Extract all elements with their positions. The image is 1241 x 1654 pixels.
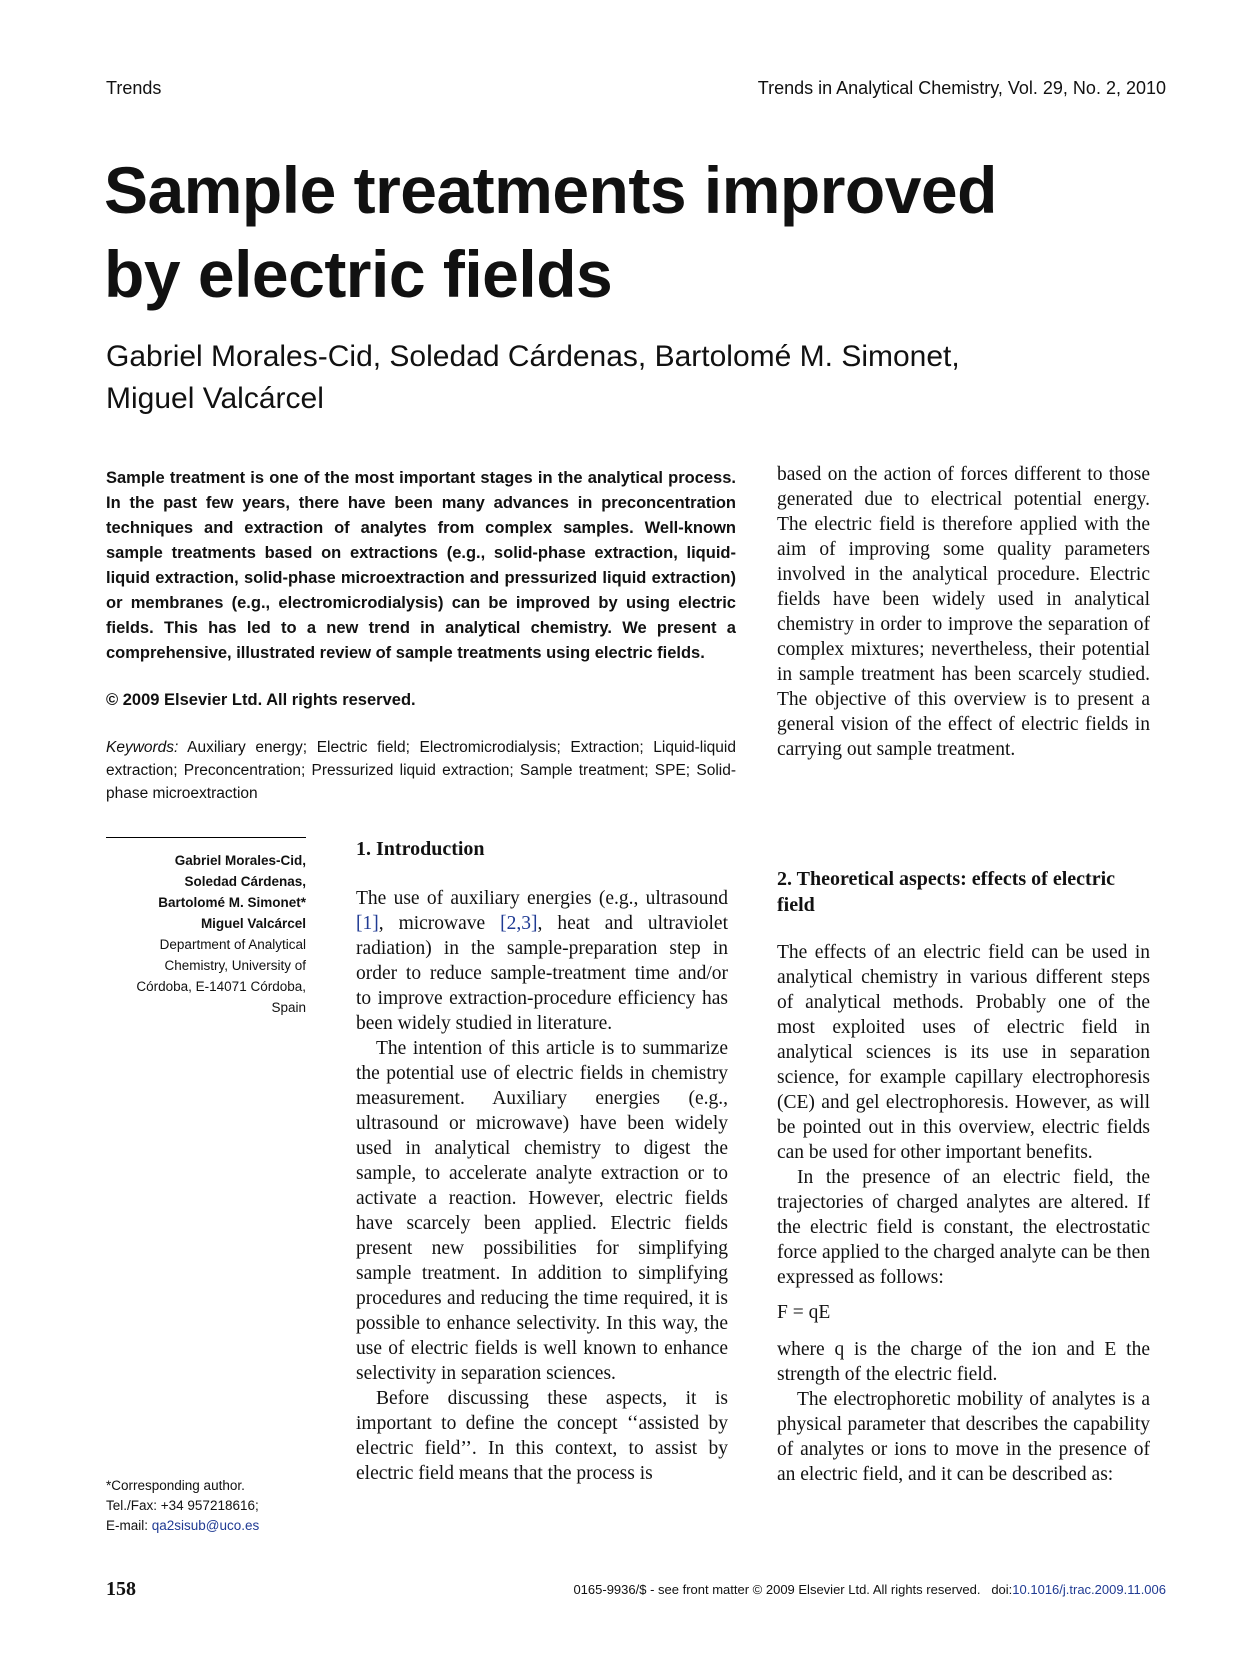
sidebar-divider <box>106 837 306 838</box>
affiliation-author: Gabriel Morales-Cid, <box>174 853 306 868</box>
footnote-corresponding: *Corresponding author. <box>106 1478 245 1493</box>
corresponding-author-footnote <box>106 1476 316 1536</box>
keywords-text: Auxiliary energy; Electric field; Electromicrodialysis; Extraction; Liquid-liquid extraction; Preconcentration; Pressurized liquid extraction; Sample treatment; SPE; Solid-phase microextraction <box>106 739 736 802</box>
article-title-line-2: by electric fields <box>104 237 613 311</box>
citation-link[interactable]: [1] <box>356 913 379 934</box>
article-title-line-1: Sample treatments improved <box>104 153 997 227</box>
footnote-email-label: E-mail: <box>106 1518 152 1533</box>
affiliation-author: Bartolomé M. Simonet* <box>158 895 306 910</box>
paragraph: The electrophoretic mobility of analytes is a physical parameter that describes the capability of analytes or ions to move in the presence of an electric field, and it can be described as: <box>777 1389 1150 1485</box>
running-head-journal: Trends in Analytical Chemistry, Vol. 29, No. 2, 2010 <box>757 78 1166 98</box>
affiliation-department-line: Córdoba, E-14071 Córdoba, <box>136 979 306 994</box>
affiliation-department-line: Department of Analytical <box>159 937 306 952</box>
article-title <box>104 148 1104 316</box>
footnote-email-line <box>106 1516 316 1536</box>
paragraph: The intention of this article is to summarize the potential use of electric fields in chemistry measurement. Auxiliary energies (e.g., ultrasound or microwave) have been widely used in analytical chemistry to digest the sample, to accelerate analyte extraction or to activate a reaction. However, electric fields have scarcely been applied. Electric fields present new possibilities for simplifying sample treatment. In addition to simplifying procedures and reducing the time required, it is possible to enhance selectivity. In this way, the use of electric fields is well known to enhance selectivity in separation sciences. <box>356 1038 728 1384</box>
footnote-phone: Tel./Fax: +34 957218616; <box>106 1498 259 1513</box>
paragraph <box>356 886 728 1036</box>
affiliation-department-line: Spain <box>271 1000 306 1015</box>
email-link[interactable]: qa2sisub@uco.es <box>151 1518 260 1533</box>
citation-link[interactable]: [2,3] <box>500 913 538 934</box>
theoretical-aspects-body <box>777 940 1150 1487</box>
paragraph-text: , microwave <box>378 913 501 934</box>
doi-link[interactable]: 10.1016/j.trac.2009.11.006 <box>1012 1582 1166 1597</box>
paragraph: based on the action of forces different to those generated due to electrical potential energy. The electric field is therefore applied with the aim of improving some quality parameters involved in the analytical procedure. Electric fields have been widely used in analytical chemistry in order to improve the separation of complex mixtures; nevertheless, their potential in sample treatment has been scarcely studied. The objective of this overview is to present a general vision of the effect of electric fields in carrying out sample treatment. <box>777 464 1150 760</box>
equation: F = qE <box>777 1302 831 1323</box>
running-head-section: Trends <box>106 78 162 98</box>
paragraph: In the presence of an electric field, the trajectories of charged analytes are altered. If the electric field is constant, the electrostatic force applied to the charged analyte can be then expressed as follows: <box>777 1167 1150 1288</box>
author-list-line-2: Miguel Valcárcel <box>106 382 324 415</box>
abstract-copyright: © 2009 Elsevier Ltd. All rights reserved. <box>106 691 416 709</box>
author-list <box>106 336 1156 420</box>
paragraph-text: The use of auxiliary energies (e.g., ultrasound <box>356 888 728 909</box>
paragraph: The effects of an electric field can be used in analytical chemistry in various different steps of analytical methods. Probably one of the most exploited uses of electric field in analytical sciences is its use in separation science, for example capillary electrophoresis (CE) and gel electrophoresis. However, as will be pointed out in this overview, electric fields can be used for other important benefits. <box>777 942 1150 1163</box>
continued-text <box>777 462 1150 762</box>
paragraph: where q is the charge of the ion and E the strength of the electric field. <box>777 1339 1150 1385</box>
keywords-label: Keywords: <box>106 739 179 756</box>
author-affiliation <box>106 850 306 1018</box>
footer-publication-info <box>573 1582 1166 1597</box>
paragraph: Before discussing these aspects, it is important to define the concept ‘‘assisted by electric field’’. In this context, to assist by electric field means that the process is <box>356 1388 728 1484</box>
front-matter-notice: 0165-9936/$ - see front matter © 2009 Elsevier Ltd. All rights reserved. <box>573 1582 981 1597</box>
introduction-body <box>356 886 728 1486</box>
keywords <box>106 736 736 805</box>
doi-label: doi: <box>991 1582 1013 1597</box>
page-number: 158 <box>106 1578 136 1600</box>
paragraph-text: , heat and ultraviolet radiation) in the sample-preparation step in order to reduce sample-treatment time and/or to improve extraction-procedure efficiency has been widely studied in literature. <box>356 913 728 1034</box>
section-heading-introduction: 1. Introduction <box>356 838 485 860</box>
section-heading-theoretical-aspects: 2. Theoretical aspects: effects of electric field <box>777 868 1115 916</box>
affiliation-department-line: Chemistry, University of <box>164 958 306 973</box>
author-list-line-1: Gabriel Morales-Cid, Soledad Cárdenas, Bartolomé M. Simonet, <box>106 340 960 373</box>
affiliation-author: Miguel Valcárcel <box>200 916 306 931</box>
affiliation-author: Soledad Cárdenas, <box>184 874 306 889</box>
abstract: Sample treatment is one of the most important stages in the analytical process. In the past few years, there have been many advances in preconcentration techniques and extraction of analytes from complex samples. Well-known sample treatments based on extractions (e.g., solid-phase extraction, liquid-liquid extraction, solid-phase microextraction and pressurized liquid extraction) or membranes (e.g., electromicrodialysis) can be improved by using electric fields. This has led to a new trend in analytical chemistry. We present a comprehensive, illustrated review of sample treatments using electric fields. <box>106 469 736 662</box>
